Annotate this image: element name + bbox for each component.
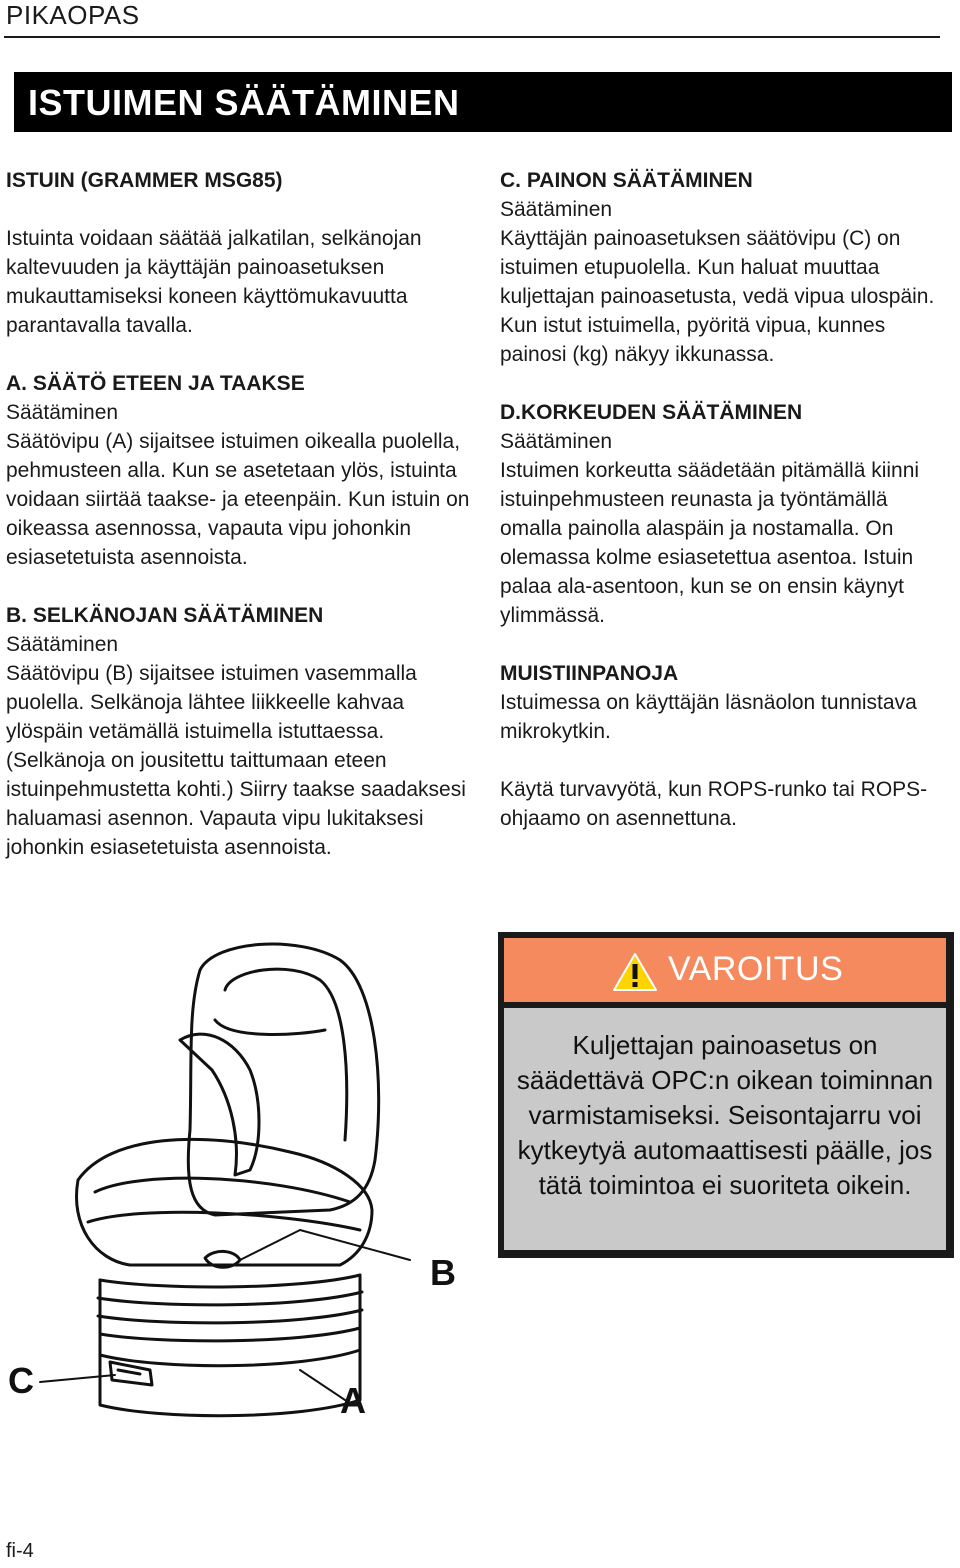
right-column <box>500 166 955 833</box>
seat-illustration <box>0 930 480 1450</box>
figure-label-c: C <box>8 1360 34 1401</box>
intro-paragraph: Istuinta voidaan säätää jalkatilan, selkänojan kaltevuuden ja käyttäjän painoasetuksen mukauttamiseksi koneen käyttömukavuutta parantavalla tavalla. <box>6 227 422 337</box>
section-d-text: Istuimen korkeutta säädetään pitämällä kiinni istuinpehmusteen reunasta ja työntämällä omalla painolla alaspäin ja nostamalla. On olemassa kolme esiasetettua asentoa. Istuin palaa ala-asentoon, kun se on ensin käynyt ylimmässä. <box>500 459 920 627</box>
warning-triangle-icon <box>612 952 658 992</box>
section-b-subheading: Säätäminen <box>6 633 119 656</box>
header-divider <box>4 36 940 38</box>
section-c-subheading: Säätäminen <box>500 198 613 221</box>
section-header: PIKAOPAS <box>6 0 140 30</box>
notes-heading: MUISTIINPANOJA <box>500 662 679 685</box>
warning-body <box>504 1008 946 1250</box>
section-a-text: Säätövipu (A) sijaitsee istuimen oikealla puolella, pehmusteen alla. Kun se asetetaan ylös, istuinta voidaan siirtää taakse- ja eteenpäin. Kun istuin on oikeassa asennossa, vapauta vipu johonkin esiasetetuista asennoista. <box>6 430 470 569</box>
section-d-subheading: Säätäminen <box>500 430 613 453</box>
seat-model-heading: ISTUIN (GRAMMER MSG85) <box>6 169 283 192</box>
title-bar <box>14 72 952 132</box>
warning-box <box>498 932 954 1258</box>
section-a-heading: A. SÄÄTÖ ETEEN JA TAAKSE <box>6 372 305 395</box>
section-c-text: Käyttäjän painoasetuksen säätövipu (C) on istuimen etupuolella. Kun haluat muuttaa kuljettajan painoasetusta, vedä vipua ulospäin. Kun istut istuimella, pyöritä vipua, kunnes painosi (kg) näkyy ikkunassa. <box>500 227 935 366</box>
section-b-heading: B. SELKÄNOJAN SÄÄTÄMINEN <box>6 604 324 627</box>
figure-label-b: B <box>430 1252 456 1293</box>
section-c-heading: C. PAINON SÄÄTÄMINEN <box>500 169 753 192</box>
notes-text: Istuimessa on käyttäjän läsnäolon tunnistava mikrokytkin. <box>500 691 917 743</box>
page-number: fi-4 <box>6 1540 34 1562</box>
warning-text: Kuljettajan painoasetus on säädettävä OPC:n oikean toiminnan varmistamiseksi. Seisontajarru voi kytkeytyä automaattisesti päälle, jos tätä toimintoa ei suoriteta oikein. <box>516 1030 934 1200</box>
warning-label: VAROITUS <box>668 950 844 988</box>
warning-header <box>504 938 946 1002</box>
section-a-subheading: Säätäminen <box>6 401 119 424</box>
page-title: ISTUIMEN SÄÄTÄMINEN <box>28 82 460 123</box>
section-b-text: Säätövipu (B) sijaitsee istuimen vasemmalla puolella. Selkänoja lähtee liikkeelle kahvaa ylöspäin vetämällä istuimella istuttaessa. (Selkänoja on jousitettu taittumaan eteen istuinpehmustetta kohti.) Siirry taakse saadaksesi haluamasi asennon. Vapauta vipu lukitaksesi johonkin esiasetetuista asennoista. <box>6 662 466 859</box>
seatbelt-text: Käytä turvavyötä, kun ROPS-runko tai ROPS-ohjaamo on asennettuna. <box>500 778 928 830</box>
figure-label-a: A <box>340 1380 366 1421</box>
section-d-heading: D.KORKEUDEN SÄÄTÄMINEN <box>500 401 803 424</box>
left-column <box>6 166 476 862</box>
